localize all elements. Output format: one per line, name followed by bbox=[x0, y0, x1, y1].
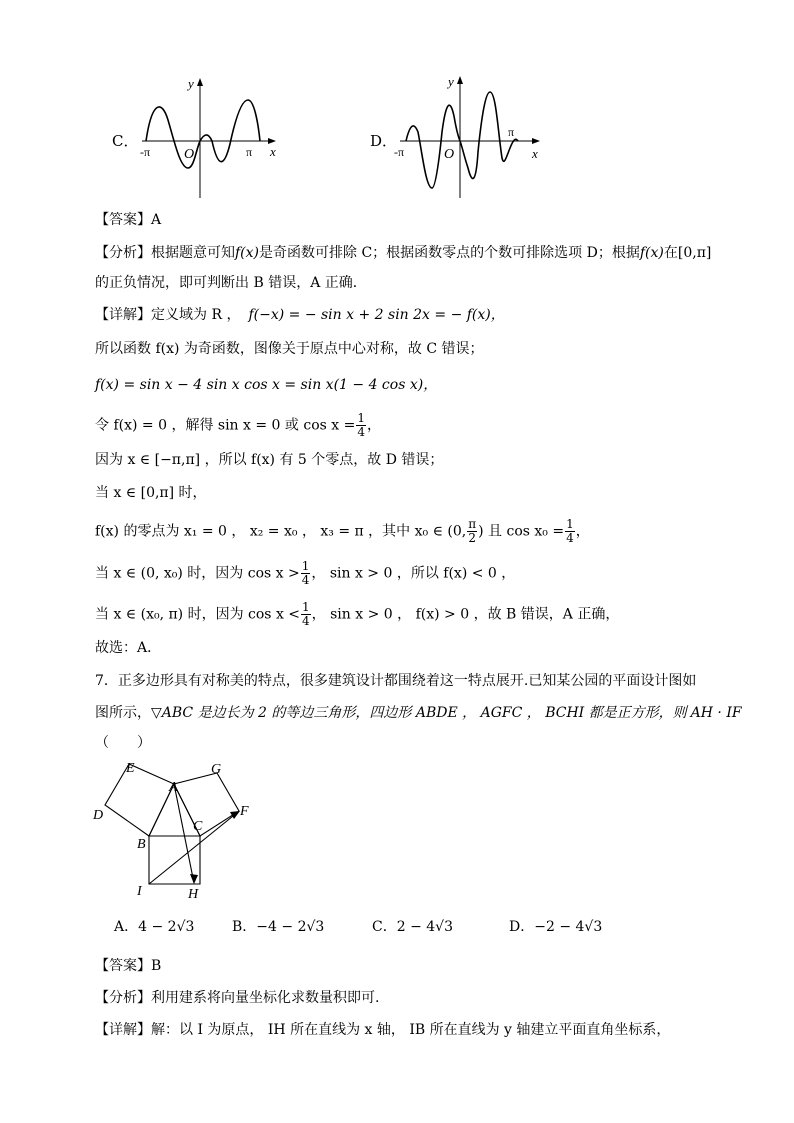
graph-c-label: C． bbox=[112, 132, 139, 150]
interval-expr: [0,π] bbox=[677, 245, 712, 261]
detail-text: ， sin x > 0 ，所以 f(x) < 0 ， bbox=[311, 565, 516, 582]
q6-detail-line-9 bbox=[95, 601, 619, 628]
fraction: $\frac{1}{4}$ bbox=[301, 559, 310, 587]
detail-text: 因为 x ∈ [−π,π] ，所以 f(x) 有 5 个零点，故 D 错误； bbox=[95, 452, 444, 468]
analysis-tag: 【分析】 bbox=[95, 990, 151, 1006]
answer-tag: 【答案】 bbox=[95, 212, 151, 228]
fx-expr: f(x) bbox=[639, 245, 664, 261]
q6-detail-line-4 bbox=[95, 412, 381, 439]
graph-c-x-label: x bbox=[270, 144, 276, 159]
answer-tag: 【答案】 bbox=[95, 958, 151, 974]
detail-text: ， sin x > 0 ， f(x) > 0 ，故 B 错误，A 正确， bbox=[311, 606, 620, 623]
q7-stem-line-2 bbox=[95, 703, 742, 723]
q7-stem-line-1 bbox=[95, 671, 696, 691]
answer-value: B bbox=[151, 958, 162, 974]
option-label: B． bbox=[232, 919, 257, 935]
option-label: C． bbox=[372, 919, 397, 935]
graph-c-y-label: y bbox=[188, 76, 194, 91]
graph-c-curve bbox=[146, 100, 260, 168]
q6-detail-line-6 bbox=[95, 483, 207, 503]
fraction: $\frac{1}{4}$ bbox=[302, 600, 310, 628]
point-c-label: C bbox=[193, 819, 203, 834]
detail-expr: f(−x) = − sin x + 2 sin 2x = − f(x)， bbox=[248, 307, 505, 323]
graph-c-neg-pi: -π bbox=[140, 145, 151, 159]
point-i-label: I bbox=[137, 884, 142, 898]
question-stem: 7．正多边形具有对称美的特点，很多建筑设计都围绕着这一特点展开.已知某公园的平面设计图如 bbox=[95, 673, 697, 689]
option-value: −2 − 4√3 bbox=[534, 919, 603, 935]
detail-text: 定义域为 R ， bbox=[151, 307, 241, 323]
fraction: $\frac{1}{4}$ bbox=[566, 517, 574, 545]
detail-text: 解：以 I 为原点， IH 所在直线为 x 轴， IB 所在直线为 y 轴建立平面直角坐标系， bbox=[151, 1022, 671, 1038]
point-h-label: H bbox=[188, 887, 199, 898]
option-label: D． bbox=[509, 919, 535, 935]
q6-answer-line bbox=[95, 210, 161, 230]
fraction: $\frac{\pi}{2}$ bbox=[468, 517, 477, 545]
analysis-text: 根据题意可知 bbox=[151, 245, 235, 261]
q6-detail-line-10 bbox=[95, 638, 161, 658]
q6-detail-line-1 bbox=[95, 305, 505, 325]
detail-text: ) 且 cos x₀ = bbox=[478, 523, 565, 540]
graph-d-y-label: y bbox=[448, 74, 454, 89]
analysis-tag: 【分析】 bbox=[95, 245, 151, 261]
option-value: 2 − 4√3 bbox=[396, 919, 453, 935]
point-e-label: E bbox=[126, 761, 135, 776]
graph-d-curve bbox=[406, 92, 518, 188]
option-a[interactable] bbox=[114, 916, 194, 936]
graph-c-option bbox=[112, 72, 292, 202]
detail-text: 故选：A． bbox=[95, 640, 162, 656]
option-value: −4 − 2√3 bbox=[256, 919, 325, 935]
answer-value: A bbox=[151, 212, 162, 228]
q6-detail-line-5 bbox=[95, 450, 443, 470]
detail-text: ， bbox=[575, 523, 590, 540]
question-stem: 图所示， bbox=[95, 705, 151, 721]
analysis-text: 是奇函数可排除 C；根据函数零点的个数可排除选项 D；根据 bbox=[259, 245, 640, 261]
detail-text: 所以函数 f(x) 为奇函数，图像关于原点中心对称，故 C 错误； bbox=[95, 341, 484, 357]
graph-c-origin: O bbox=[184, 147, 195, 162]
graph-d-origin: O bbox=[444, 147, 455, 162]
q7-detail-line bbox=[95, 1020, 670, 1040]
question-stem: ▽ABC 是边长为 2 的等边三角形，四边形 ABDE ， AGFC ， BCHI 都是正方形，则 bbox=[151, 705, 687, 721]
graph-d-plot bbox=[370, 72, 550, 202]
graph-d-neg-pi: -π bbox=[394, 145, 405, 159]
graph-d-x-label: x bbox=[532, 146, 538, 161]
analysis-text: 在 bbox=[663, 245, 678, 261]
analysis-text: 利用建系将向量坐标化求数量积即可. bbox=[151, 990, 380, 1006]
graph-c-pi: π bbox=[246, 145, 253, 159]
graph-d-pi: π bbox=[508, 125, 515, 139]
detail-text: ， bbox=[366, 417, 381, 434]
option-value: 4 − 2√3 bbox=[138, 919, 195, 935]
graph-c-plot bbox=[112, 72, 292, 202]
detail-tag: 【详解】 bbox=[95, 1022, 151, 1038]
q7-answer-line bbox=[95, 956, 161, 976]
q7-options bbox=[114, 916, 674, 938]
q6-detail-line-8 bbox=[95, 560, 515, 587]
q6-detail-line-2 bbox=[95, 339, 484, 359]
q6-detail-line-7 bbox=[95, 518, 590, 545]
option-label: A． bbox=[114, 919, 139, 935]
detail-expr: f(x) = sin x − 4 sin x cos x = sin x(1 − 4 cos x)， bbox=[95, 377, 438, 393]
detail-text: 当 x ∈ [0,π] 时， bbox=[95, 485, 207, 501]
answer-blank: （ ） bbox=[95, 735, 151, 751]
q6-detail-line-3 bbox=[95, 375, 437, 395]
point-b-label: B bbox=[137, 837, 146, 852]
q7-analysis-line bbox=[95, 988, 379, 1008]
q6-analysis-line-1 bbox=[95, 243, 711, 263]
detail-text: f(x) 的零点为 x₁ = 0 ， x₂ = x₀ ， x₃ = π ，其中 x₀ ∈ (0, bbox=[95, 523, 467, 540]
option-c[interactable] bbox=[372, 916, 453, 936]
fx-expr: f(x) bbox=[235, 245, 260, 261]
option-d[interactable] bbox=[509, 916, 602, 936]
detail-text: 令 f(x) = 0 ，解得 sin x = 0 或 cos x = bbox=[95, 417, 356, 434]
detail-text: 当 x ∈ (x₀, π) 时，因为 cos x < bbox=[95, 606, 301, 623]
detail-text: 当 x ∈ (0, x₀) 时，因为 cos x > bbox=[95, 565, 300, 582]
q7-figure bbox=[92, 758, 262, 898]
q7-stem-line-3 bbox=[95, 733, 151, 753]
detail-tag: 【详解】 bbox=[95, 307, 151, 323]
point-f-label: F bbox=[240, 804, 249, 819]
fraction: $\frac{1}{4}$ bbox=[357, 411, 365, 439]
option-b[interactable] bbox=[232, 916, 324, 936]
graph-d-label: D． bbox=[370, 132, 398, 150]
analysis-text: 的正负情况，即可判断出 B 错误，A 正确． bbox=[95, 275, 367, 291]
point-a-label: A bbox=[169, 780, 178, 795]
graph-d-option bbox=[370, 72, 550, 202]
point-g-label: G bbox=[211, 762, 222, 777]
q6-analysis-line-2 bbox=[95, 273, 367, 293]
point-d-label: D bbox=[93, 808, 104, 823]
vector-product-expr: AH · IF bbox=[690, 705, 742, 721]
